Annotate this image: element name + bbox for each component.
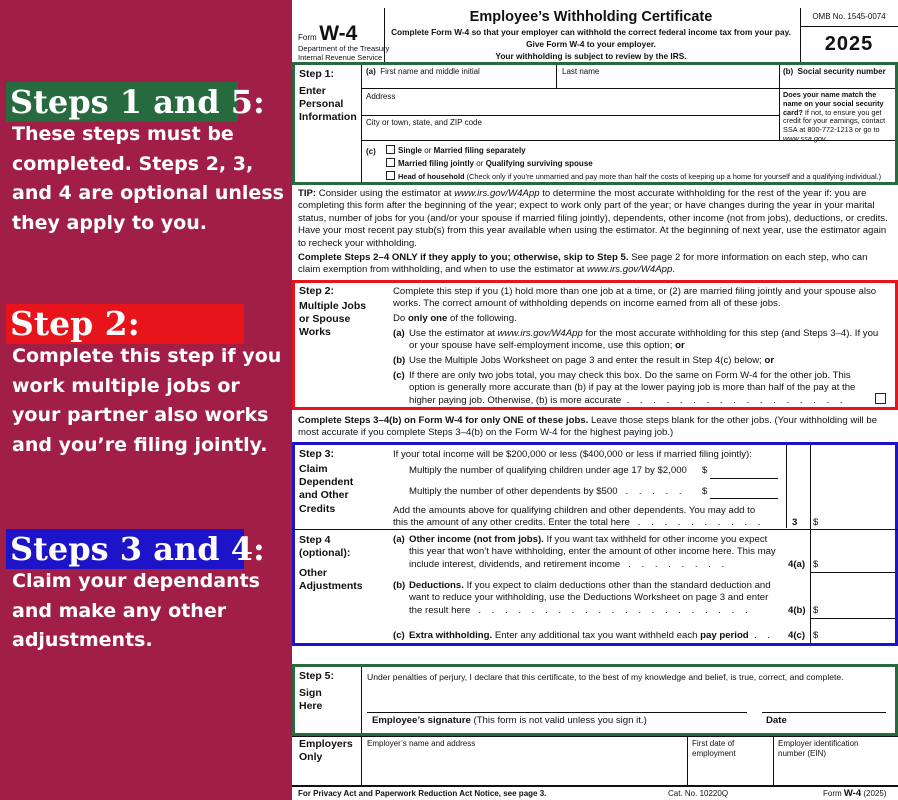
filing-status-single[interactable]: Single or Married filing separately	[386, 145, 526, 156]
step-2-title: Step 2:	[6, 304, 244, 344]
line-4a-number: 4(a)	[788, 559, 806, 570]
other-dependents-dollar: $	[702, 486, 708, 497]
step-4b-letter: (b)	[393, 580, 406, 591]
form-year: 2025	[824, 33, 874, 55]
left-info-panel	[0, 0, 292, 800]
step-4-title: Step 4 (optional): Other Adjustments	[299, 534, 363, 593]
tip-paragraph: TIP: Consider using the estimator at www.irs.gov/W4App to determine the most accurate withholding for the rest of the year if: you are completing this form after the beginning of the year; expect to work only part of the year; or have changes during the year in your marital status, number of jobs for you (and/or your spouse if married filing jointly), dependents, other income (not from jobs), deductions, or credits. Have your most recent pay stub(s) from this year available when using the estimator. At the beginning of next year, use the estimator again to recheck your withholding.	[298, 188, 888, 249]
w4-form	[292, 0, 898, 800]
filing-status-letter: (c)	[366, 147, 376, 156]
date-label: Date	[766, 715, 787, 726]
header-line-1: Complete Form W-4 so that your employer can withhold the correct federal income tax from your pay.	[391, 27, 791, 37]
signature-label: Employee’s signature (This form is not valid unless you sign it.)	[372, 715, 647, 726]
single-checkbox[interactable]	[386, 145, 395, 154]
step-2a-text: Use the estimator at www.irs.gov/W4App for the most accurate withholding for this step (and Steps 3–4). If you or your spouse have self-employment income, use this option; or	[409, 328, 879, 352]
line-4c-dollar: $	[813, 630, 819, 641]
line-3-number: 3	[792, 517, 798, 528]
steps-3-4-description: Claim your dependants and make any other adjustments.	[12, 570, 260, 651]
catalog-number: Cat. No. 10220Q	[668, 789, 729, 798]
step-3-title: Step 3: Claim Dependent and Other Credits	[299, 448, 354, 515]
step-2b-text: Use the Multiple Jobs Worksheet on page 3 and enter the result in Step 4(c) below; or	[409, 355, 775, 366]
employers-only-title: Employers Only	[299, 738, 353, 764]
privacy-notice: For Privacy Act and Paperwork Reduction Act Notice, see page 3.	[298, 789, 547, 798]
ssn-note: Does your name match the name on your social security card? If not, to ensure you get credit for your earnings, contact SSA at 800-772-1213 or go to www.ssa.gov.	[783, 90, 886, 143]
step-4c-text: Extra withholding. Enter any additional tax you want withheld each pay period . .	[409, 630, 775, 641]
credits-total-line-1: Add the amounts above for qualifying children and other dependents. You may add to	[393, 505, 756, 516]
line-3-dollar: $	[813, 517, 819, 528]
other-dependents-input[interactable]	[710, 498, 778, 499]
steps-1-5-title: Steps 1 and 5:	[6, 82, 238, 122]
step-4a-text: Other income (not from jobs). If you want tax withheld for other income you expect this year that won’t have withholding, enter the amount of other income here. This may include interest, dividends, and retirement income . . . . . . . .	[409, 534, 776, 570]
steps-3-4-title: Steps 3 and 4:	[6, 529, 244, 569]
first-date-label: First date of employment	[692, 739, 736, 758]
two-jobs-checkbox[interactable]	[875, 393, 886, 404]
qualifying-children-text: Multiply the number of qualifying children under age 17 by $2,000	[409, 465, 687, 476]
line-4b-dollar: $	[813, 605, 819, 616]
city-state-zip-label: City or town, state, and ZIP code	[366, 118, 482, 127]
steps-3-4b-notice: Complete Steps 3–4(b) on Form W-4 for only ONE of these jobs. Leave those steps blank for the other jobs. (Your withholding will be most accurate if you complete Steps 3–4(b) on the Form W-4 for the highest paying job.)	[298, 415, 878, 439]
step-5-title: Step 5: Sign Here	[299, 670, 335, 713]
step-3-intro: If your total income will be $200,000 or less ($400,000 or less if married filing jointly):	[393, 449, 752, 460]
filing-status-head-of-household[interactable]: Head of household (Check only if you’re unmarried and pay more than half the costs of keeping up a home for yourself and a qualifying individual.)	[386, 171, 881, 181]
first-name-label: (a) First name and middle initial	[366, 67, 480, 76]
qualifying-children-dollar: $	[702, 465, 708, 476]
header-line-3: Your withholding is subject to review by the IRS.	[495, 51, 687, 61]
head-of-household-checkbox[interactable]	[386, 171, 395, 180]
date-line[interactable]	[762, 712, 886, 713]
line-4a-dollar: $	[813, 559, 819, 570]
address-label: Address	[366, 92, 396, 101]
qualifying-children-input[interactable]	[710, 478, 778, 479]
filing-status-married-jointly[interactable]: Married filing jointly or Qualifying surviving spouse	[386, 158, 593, 169]
step-2-intro: Complete this step if you (1) hold more than one job at a time, or (2) are married filing jointly and your spouse also works. The correct amount of withholding depends on income earned from all of these jobs.	[393, 286, 877, 310]
step-2c-letter: (c)	[393, 370, 405, 381]
omb-number: OMB No. 1545-0074	[812, 12, 886, 21]
form-name: W-4	[319, 22, 358, 45]
step-2-do-only-one: Do only one of the following.	[393, 313, 517, 324]
dept-line-2: Internal Revenue Service	[298, 53, 383, 62]
last-name-label: Last name	[562, 67, 600, 76]
form-title: Employee’s Withholding Certificate	[469, 9, 713, 25]
step-4b-text: Deductions. If you expect to claim deductions other than the standard deduction and want to reduce your withholding, use the Deductions Worksheet on page 3 and enter the result here . . . . . . . . . . . . . . . . . . . . .	[409, 580, 771, 616]
step-2-description: Complete this step if you work multiple jobs or your partner also works and you’re filing jointly.	[12, 345, 282, 456]
step-1-title: Step 1: Enter Personal Information	[299, 68, 357, 124]
perjury-statement: Under penalties of perjury, I declare that this certificate, to the best of my knowledge and belief, is true, correct, and complete.	[367, 672, 844, 682]
steps-1-5-description: These steps must be completed. Steps 2, 3, and 4 are optional unless they apply to you.	[12, 123, 284, 234]
dept-line-1: Department of the Treasury	[298, 44, 390, 53]
step-2b-letter: (b)	[393, 355, 406, 366]
line-4b-number: 4(b)	[788, 605, 806, 616]
signature-line[interactable]	[367, 712, 747, 713]
ssn-label: (b) Social security number	[783, 67, 886, 76]
step-4a-letter: (a)	[393, 534, 405, 545]
step-2c-text: If there are only two jobs total, you may check this box. Do the same on Form W-4 for the other job. This option is generally more accurate than (b) if pay at the lower paying job is more than half of the pay at the higher paying job. Otherwise, (b) is more accurate . . . . . . . . . . . . . . . . .	[409, 370, 856, 406]
header-line-2: Give Form W-4 to your employer.	[526, 39, 656, 49]
form-word: Form	[298, 33, 317, 42]
employer-name-label: Employer’s name and address	[367, 739, 476, 748]
steps-2-4-instruction: Complete Steps 2–4 ONLY if they apply to you; otherwise, skip to Step 5. See page 2 for more information on each step, who can claim exemption from withholding, and when to use the estimator at www.irs.gov/W4App.	[298, 252, 868, 276]
line-4c-number: 4(c)	[788, 630, 806, 641]
other-dependents-text: Multiply the number of other dependents by $500 . . . . .	[409, 486, 686, 497]
footer-form-name: Form W-4 (2025)	[823, 788, 887, 799]
step-2-title: Step 2: Multiple Jobs or Spouse Works	[299, 285, 367, 339]
step-4c-letter: (c)	[393, 630, 405, 641]
credits-total-line-2: this the amount of any other credits. Enter the total here . . . . . . . . . .	[393, 517, 765, 528]
ein-label: Employer identification number (EIN)	[778, 739, 859, 758]
married-jointly-checkbox[interactable]	[386, 158, 395, 167]
step-2a-letter: (a)	[393, 328, 405, 339]
